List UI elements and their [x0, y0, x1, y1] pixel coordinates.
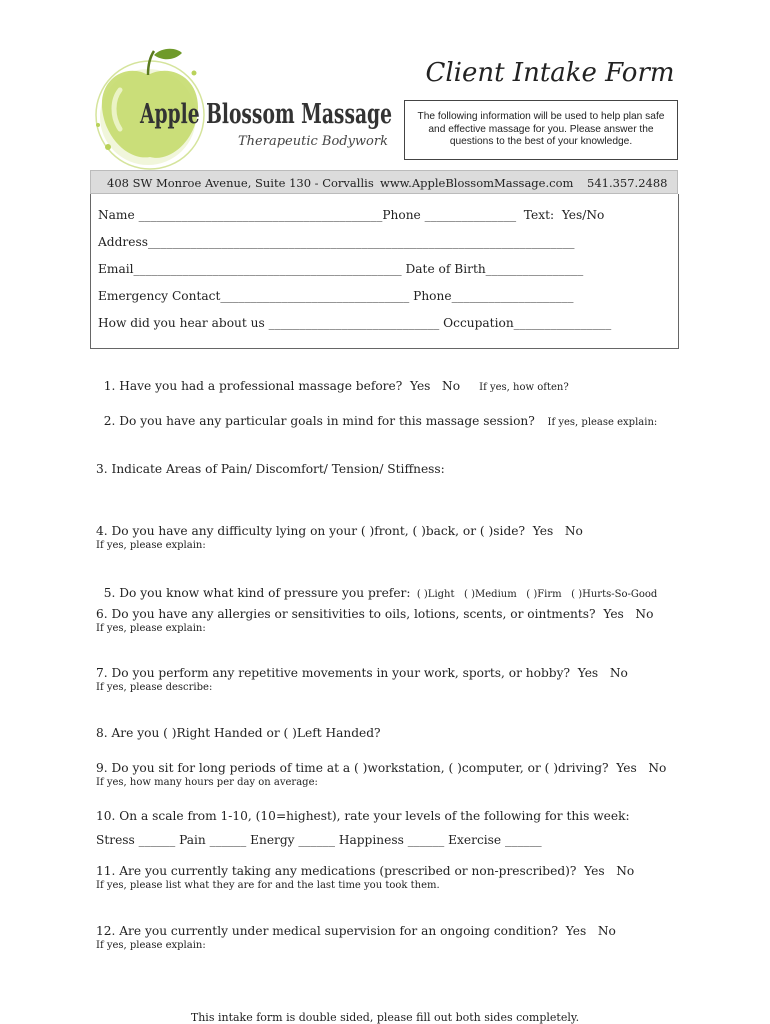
question-2 — [96, 400, 657, 428]
question-12: 12. Are you currently under medical supervision for an ongoing condition? Yes No — [96, 924, 616, 938]
logo-droplet — [105, 144, 111, 150]
intro-box — [404, 100, 678, 160]
contact-website: www.AppleBlossomMassage.com — [380, 176, 574, 190]
address-line[interactable]: Address______________________________________________________________________ — [98, 235, 575, 249]
contact-bar — [90, 170, 678, 194]
leaf-icon — [154, 49, 182, 60]
contact-phone: 541.357.2488 — [587, 176, 668, 190]
page-title: Client Intake Form — [425, 58, 675, 88]
question-8: 8. Are you ( )Right Handed or ( )Left Handed? — [96, 726, 381, 740]
contact-address: 408 SW Monroe Avenue, Suite 130 - Corvallis — [107, 176, 374, 190]
question-7-note: If yes, please describe: — [96, 682, 213, 693]
question-11: 11. Are you currently taking any medications (prescribed or non-prescribed)? Yes No — [96, 864, 635, 878]
name-phone-line[interactable]: Name ________________________________________Phone _______________ Text: Yes/No — [98, 208, 605, 222]
question-7: 7. Do you perform any repetitive movements in your work, sports, or hobby? Yes No — [96, 666, 628, 680]
question-12-note: If yes, please explain: — [96, 940, 206, 951]
question-6: 6. Do you have any allergies or sensitivities to oils, lotions, scents, or ointments? Yes No — [96, 607, 654, 621]
question-1-text: 1. Have you had a professional massage before? Yes No — [103, 379, 461, 393]
question-11-note: If yes, please list what they are for and the last time you took them. — [96, 880, 440, 891]
intro-text: The following information will be used to help plan safe and effective massage for you. Please answer the questions to the best of your knowledge. — [417, 111, 665, 147]
personal-info-box — [90, 194, 679, 349]
logo-droplet — [192, 71, 197, 76]
rating-scale-line[interactable]: Stress ______ Pain ______ Energy ______ Happiness ______ Exercise ______ — [96, 833, 542, 847]
question-3: 3. Indicate Areas of Pain/ Discomfort/ Tension/ Stiffness: — [96, 462, 445, 476]
question-6-note: If yes, please explain: — [96, 623, 206, 634]
question-9-note: If yes, how many hours per day on average: — [96, 777, 318, 788]
logo-droplet — [96, 123, 100, 127]
pressure-options[interactable]: ( )Light ( )Medium ( )Firm ( )Hurts-So-Good — [410, 589, 658, 600]
question-4: 4. Do you have any difficulty lying on your ( )front, ( )back, or ( )side? Yes No — [96, 524, 583, 538]
logo-brand-name: Apple Blossom Massage — [139, 99, 392, 130]
emergency-contact-line[interactable]: Emergency Contact_______________________________ Phone____________________ — [98, 289, 574, 303]
question-2-text: 2. Do you have any particular goals in mind for this massage session? — [103, 414, 535, 428]
question-1-note: If yes, how often? — [479, 382, 569, 393]
apple-blossom-logo — [90, 45, 400, 170]
logo-tagline: Therapeutic Bodywork — [238, 134, 388, 149]
question-1 — [96, 365, 569, 393]
question-5 — [96, 572, 657, 600]
question-9: 9. Do you sit for long periods of time at a ( )workstation, ( )computer, or ( )driving? Yes No — [96, 761, 667, 775]
email-dob-line[interactable]: Email____________________________________________ Date of Birth________________ — [98, 262, 584, 276]
double-sided-note: This intake form is double sided, please fill out both sides completely. — [190, 1011, 580, 1024]
question-2-note: If yes, please explain: — [547, 417, 658, 428]
question-10: 10. On a scale from 1-10, (10=highest), rate your levels of the following for this week: — [96, 809, 630, 823]
question-4-note: If yes, please explain: — [96, 540, 206, 551]
question-5-text: 5. Do you know what kind of pressure you prefer: — [103, 586, 411, 600]
referral-occupation-line[interactable]: How did you hear about us ____________________________ Occupation________________ — [98, 316, 612, 330]
